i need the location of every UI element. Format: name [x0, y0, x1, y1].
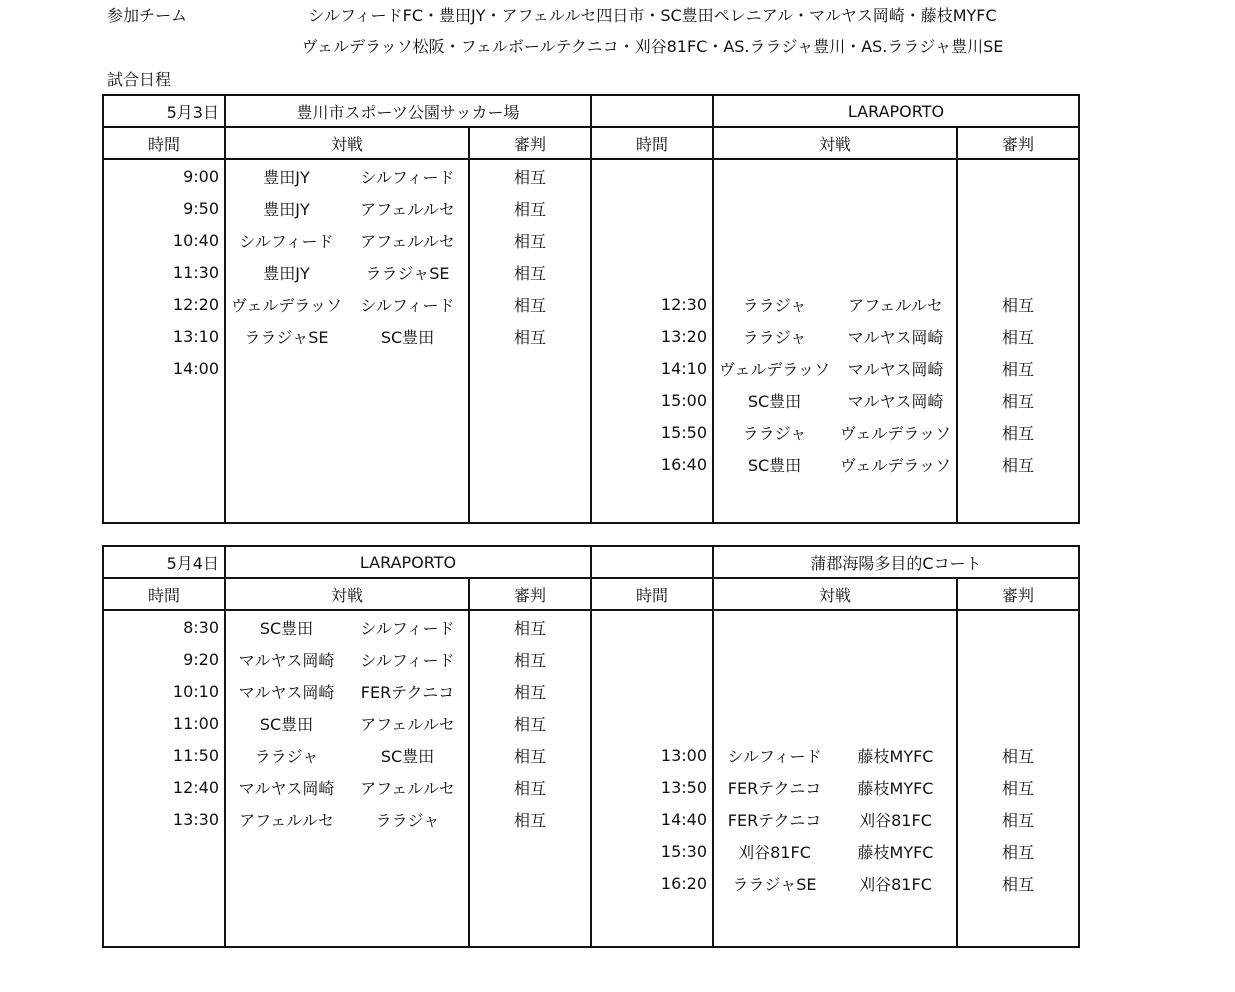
match-time: 10:40: [103, 224, 225, 256]
team-b: アフェルルセ: [360, 199, 455, 219]
referee: 相互: [957, 384, 1079, 416]
venue-right-blank: [591, 546, 713, 578]
team-b: アフェルルセ: [848, 295, 943, 315]
team-a: [713, 643, 835, 675]
venue-left: LARAPORTO: [225, 546, 591, 578]
referee: [469, 384, 591, 416]
team-a: FERテクニコ: [713, 803, 835, 835]
team-b: [835, 675, 957, 707]
team-b: SC豊田: [380, 746, 435, 766]
match-time: [591, 707, 713, 739]
team-b: アフェルルセ: [360, 714, 455, 734]
referee: [469, 352, 591, 384]
match-row: [103, 675, 1079, 707]
header-referee: 審判: [957, 127, 1079, 159]
referee: 相互: [469, 675, 591, 707]
team-b: シルフィード: [360, 618, 455, 638]
header-match: 対戦: [713, 127, 957, 159]
team-a: SC豊田: [225, 610, 347, 643]
team-a: [225, 384, 347, 416]
team-b: [835, 192, 957, 224]
match-row: [103, 610, 1079, 643]
match-time: [591, 643, 713, 675]
team-a: ヴェルデラッソ: [713, 352, 835, 384]
match-row: [103, 643, 1079, 675]
team-b: [347, 448, 469, 480]
match-time: [103, 448, 225, 480]
match-time: 12:20: [103, 288, 225, 320]
team-a: シルフィード: [713, 739, 835, 771]
match-time: [591, 610, 713, 643]
team-a: ララジャSE: [225, 320, 347, 352]
team-a: [225, 448, 347, 480]
match-time: 13:20: [591, 320, 713, 352]
referee: 相互: [957, 739, 1079, 771]
team-a: 豊田JY: [225, 192, 347, 224]
match-time: [591, 192, 713, 224]
referee: 相互: [957, 771, 1079, 803]
match-time: 9:50: [103, 192, 225, 224]
match-row: [103, 707, 1079, 739]
header-time: 時間: [591, 578, 713, 610]
match-row: [103, 224, 1079, 256]
referee: 相互: [957, 835, 1079, 867]
team-a: SC豊田: [713, 448, 835, 480]
match-row: [103, 803, 1079, 835]
team-b: ヴェルデラッソ: [839, 455, 952, 475]
referee: 相互: [469, 224, 591, 256]
referee: 相互: [469, 256, 591, 288]
match-time: [103, 835, 225, 867]
match-row: [103, 384, 1079, 416]
team-b: アフェルルセ: [360, 778, 455, 798]
match-row: [103, 448, 1079, 480]
teams-label: 参加チーム: [107, 6, 188, 25]
date-cell: 5月4日: [103, 546, 225, 578]
team-a: マルヤス岡崎: [225, 675, 347, 707]
match-time: [103, 867, 225, 899]
team-a: マルヤス岡崎: [225, 643, 347, 675]
referee: [469, 867, 591, 899]
team-a: ララジャ: [713, 288, 835, 320]
match-time: 13:10: [103, 320, 225, 352]
referee: 相互: [469, 707, 591, 739]
match-row: [103, 320, 1079, 352]
referee: 相互: [957, 867, 1079, 899]
team-a: FERテクニコ: [713, 771, 835, 803]
venue-right: LARAPORTO: [713, 95, 1079, 127]
team-b: 刈谷81FC: [859, 810, 932, 830]
match-row: [103, 416, 1079, 448]
referee: [957, 643, 1079, 675]
team-b: シルフィード: [360, 650, 455, 670]
match-time: [103, 384, 225, 416]
referee: 相互: [957, 416, 1079, 448]
match-time: 16:20: [591, 867, 713, 899]
match-time: 13:00: [591, 739, 713, 771]
match-row: [103, 352, 1079, 384]
team-a: ララジャSE: [713, 867, 835, 899]
team-a: シルフィード: [225, 224, 347, 256]
team-b: ララジャSE: [365, 263, 450, 283]
match-time: 15:50: [591, 416, 713, 448]
referee: 相互: [957, 803, 1079, 835]
header-match: 対戦: [713, 578, 957, 610]
match-time: 15:30: [591, 835, 713, 867]
match-time: 13:30: [103, 803, 225, 835]
referee: 相互: [469, 159, 591, 192]
match-time: 12:30: [591, 288, 713, 320]
schedule-table-day2: [102, 545, 1080, 948]
referee: 相互: [469, 192, 591, 224]
team-a: アフェルルセ: [225, 803, 347, 835]
team-a: [713, 159, 835, 192]
match-time: 11:00: [103, 707, 225, 739]
referee: [957, 224, 1079, 256]
team-b: [835, 224, 957, 256]
team-b: [347, 867, 469, 899]
team-a: [225, 416, 347, 448]
team-a: [713, 256, 835, 288]
referee: 相互: [957, 448, 1079, 480]
team-b: [835, 643, 957, 675]
team-b: FERテクニコ: [360, 682, 455, 702]
match-time: [591, 224, 713, 256]
match-row: [103, 835, 1079, 867]
header-match: 対戦: [225, 578, 469, 610]
team-b: [347, 835, 469, 867]
team-a: [225, 352, 347, 384]
team-b: 藤枝MYFC: [857, 746, 934, 766]
match-row: [103, 256, 1079, 288]
match-time: 14:40: [591, 803, 713, 835]
header-referee: 審判: [469, 578, 591, 610]
match-time: [591, 159, 713, 192]
match-time: 9:20: [103, 643, 225, 675]
venue-right: 蒲郡海陽多目的Cコート: [713, 546, 1079, 578]
referee: [957, 256, 1079, 288]
referee: 相互: [469, 288, 591, 320]
referee: [957, 610, 1079, 643]
referee: [957, 159, 1079, 192]
referee: 相互: [469, 320, 591, 352]
header-referee: 審判: [957, 578, 1079, 610]
team-b: [835, 707, 957, 739]
team-b: アフェルルセ: [360, 231, 455, 251]
match-row: [103, 867, 1079, 899]
team-a: 豊田JY: [225, 159, 347, 192]
team-b: [347, 352, 469, 384]
header-time: 時間: [591, 127, 713, 159]
match-time: [103, 416, 225, 448]
match-time: 9:00: [103, 159, 225, 192]
team-a: SC豊田: [713, 384, 835, 416]
team-b: 藤枝MYFC: [857, 842, 934, 862]
team-b: [835, 159, 957, 192]
team-a: [713, 707, 835, 739]
referee: [957, 192, 1079, 224]
match-time: 15:00: [591, 384, 713, 416]
team-b: [835, 256, 957, 288]
teams-line-2: ヴェルデラッソ松阪・フェルボールテクニコ・刈谷81FC・AS.ララジャ豊川・AS.ララジャ豊川SE: [301, 37, 1004, 56]
match-row: [103, 771, 1079, 803]
referee: [957, 707, 1079, 739]
match-time: [591, 675, 713, 707]
referee: [469, 416, 591, 448]
match-time: 14:00: [103, 352, 225, 384]
team-a: 刈谷81FC: [713, 835, 835, 867]
team-b: 藤枝MYFC: [857, 778, 934, 798]
team-a: ララジャ: [713, 320, 835, 352]
team-b: ララジャ: [375, 810, 440, 830]
venue-left: 豊川市スポーツ公園サッカー場: [225, 95, 591, 127]
match-time: 8:30: [103, 610, 225, 643]
match-row: [103, 288, 1079, 320]
match-time: 13:50: [591, 771, 713, 803]
referee: 相互: [957, 288, 1079, 320]
team-b: シルフィード: [360, 167, 455, 187]
match-time: 11:30: [103, 256, 225, 288]
team-b: ヴェルデラッソ: [839, 423, 952, 443]
match-time: 14:10: [591, 352, 713, 384]
referee: [469, 835, 591, 867]
header-match: 対戦: [225, 127, 469, 159]
match-time: 16:40: [591, 448, 713, 480]
header-referee: 審判: [469, 127, 591, 159]
referee: 相互: [469, 803, 591, 835]
match-time: 10:10: [103, 675, 225, 707]
referee: 相互: [957, 352, 1079, 384]
match-row: [103, 159, 1079, 192]
team-a: ララジャ: [713, 416, 835, 448]
referee: 相互: [469, 643, 591, 675]
referee: 相互: [469, 610, 591, 643]
match-row: [103, 192, 1079, 224]
referee: 相互: [469, 739, 591, 771]
team-b: [347, 384, 469, 416]
referee: 相互: [469, 771, 591, 803]
team-b: 刈谷81FC: [859, 874, 932, 894]
team-a: [713, 610, 835, 643]
match-time: [591, 256, 713, 288]
match-row: [103, 739, 1079, 771]
team-b: [347, 416, 469, 448]
team-a: [713, 675, 835, 707]
team-a: [225, 867, 347, 899]
teams-line-1: シルフィードFC・豊田JY・アフェルルセ四日市・SC豊田ペレニアル・マルヤス岡崎・藤枝MYFC: [308, 6, 997, 25]
team-a: [713, 192, 835, 224]
team-b: [835, 610, 957, 643]
team-a: ララジャ: [225, 739, 347, 771]
team-a: [713, 224, 835, 256]
team-b: マルヤス岡崎: [847, 327, 944, 347]
team-a: マルヤス岡崎: [225, 771, 347, 803]
header-time: 時間: [103, 127, 225, 159]
match-time: 11:50: [103, 739, 225, 771]
venue-right-blank: [591, 95, 713, 127]
team-b: シルフィード: [360, 295, 455, 315]
team-a: 豊田JY: [225, 256, 347, 288]
team-b: マルヤス岡崎: [847, 359, 944, 379]
header-time: 時間: [103, 578, 225, 610]
referee: [469, 448, 591, 480]
date-cell: 5月3日: [103, 95, 225, 127]
match-time: 12:40: [103, 771, 225, 803]
team-a: ヴェルデラッソ: [225, 288, 347, 320]
team-b: SC豊田: [380, 327, 435, 347]
team-a: [225, 835, 347, 867]
schedule-table-day1: [102, 94, 1080, 524]
referee: [957, 675, 1079, 707]
referee: 相互: [957, 320, 1079, 352]
schedule-label: 試合日程: [107, 70, 172, 89]
team-a: SC豊田: [225, 707, 347, 739]
team-b: マルヤス岡崎: [847, 391, 944, 411]
